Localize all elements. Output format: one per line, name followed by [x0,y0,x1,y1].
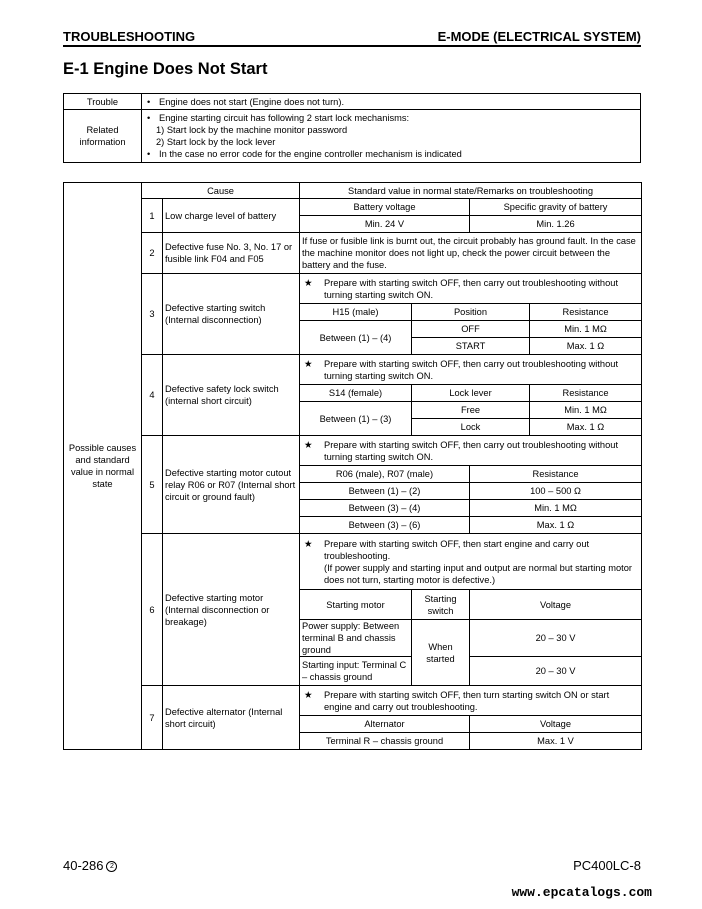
page-title: E-1 Engine Does Not Start [63,60,268,78]
value-cell: Lock [412,419,530,436]
column-header: Alternator [300,716,470,733]
cause-text: Low charge level of battery [163,199,300,233]
column-header: Voltage [470,716,642,733]
value-cell: Min. 1.26 [470,216,642,233]
column-header: Position [412,304,530,321]
cause-number: 6 [142,534,163,686]
cause-header: Cause [142,183,300,199]
value-cell: Min. 24 V [300,216,470,233]
page-number: 40-286 2 [63,858,117,873]
cause-text: Defective alternator (Internal short circuit) [163,686,300,750]
revision-icon: 2 [106,861,117,872]
column-header: Battery voltage [300,199,470,216]
trouble-label: Trouble [64,94,142,110]
column-header: Starting motor [300,590,412,620]
between-cell: Between (1) – (4) [300,321,412,355]
star-icon: ★ [304,538,313,549]
value-cell: 20 – 30 V [470,620,642,657]
between-cell: Between (3) – (4) [300,500,470,517]
value-cell: OFF [412,321,530,338]
star-icon: ★ [304,439,313,450]
cause-number: 2 [142,233,163,274]
value-cell: When started [412,620,470,686]
column-header: H15 (male) [300,304,412,321]
cause-number: 5 [142,436,163,534]
cause-text: Defective safety lock switch (internal short circuit) [163,355,300,436]
value-cell: START [412,338,530,355]
between-cell: Between (1) – (3) [300,402,412,436]
watermark: www.epcatalogs.com [511,885,652,900]
column-header: S14 (female) [300,385,412,402]
column-header: Lock lever [412,385,530,402]
cause-number: 3 [142,274,163,355]
value-cell: Free [412,402,530,419]
cause-number: 7 [142,686,163,750]
between-cell: Between (1) – (2) [300,483,470,500]
value-cell: 100 – 500 Ω [470,483,642,500]
column-header: Resistance [530,385,642,402]
cause-number: 1 [142,199,163,233]
row-label: Terminal R – chassis ground [300,733,470,750]
related-line: 1) Start lock by the machine monitor password [156,125,348,135]
star-icon: ★ [304,358,313,369]
cause-text: Defective starting switch (Internal disconnection) [163,274,300,355]
column-header: R06 (male), R07 (male) [300,466,470,483]
column-header: Resistance [530,304,642,321]
trouble-cell: • Engine does not start (Engine does not turn). [142,94,641,110]
cause-text: Defective starting motor cutout relay R06 or R07 (Internal short circuit or ground fault) [163,436,300,534]
column-header: Resistance [470,466,642,483]
note-cell: ★ Prepare with starting switch OFF, then carry out troubleshooting without turning starting switch ON. [300,436,642,466]
related-line: In the case no error code for the engine controller mechanism is indicated [159,149,462,159]
std-header: Standard value in normal state/Remarks on troubleshooting [300,183,642,199]
note-cell: ★ Prepare with starting switch OFF, then start engine and carry out troubleshooting. (If power supply and starting input and output are normal but starting motor does not turn, starting motor is defective.) [300,534,642,590]
value-cell: Max. 1 Ω [530,338,642,355]
column-header: Voltage [470,590,642,620]
trouble-text: Engine does not start (Engine does not turn). [159,96,345,107]
related-label: Related information [64,110,142,163]
value-cell: Min. 1 MΩ [530,402,642,419]
value-cell: Min. 1 MΩ [530,321,642,338]
cause-number: 4 [142,355,163,436]
column-header: Specific gravity of battery [470,199,642,216]
value-cell: Max. 1 Ω [470,517,642,534]
mode-title: E-MODE (ELECTRICAL SYSTEM) [437,29,641,44]
info-table [63,93,641,163]
note-cell: ★ Prepare with starting switch OFF, then carry out troubleshooting without turning starting switch ON. [300,355,642,385]
value-cell: Max. 1 Ω [530,419,642,436]
side-label: Possible causes and standard value in normal state [64,183,142,750]
star-icon: ★ [304,277,313,288]
value-cell: Max. 1 V [470,733,642,750]
model-name: PC400LC-8 [573,858,641,873]
cause-text: Defective fuse No. 3, No. 17 or fusible link F04 and F05 [163,233,300,274]
between-cell: Between (3) – (6) [300,517,470,534]
related-line: Engine starting circuit has following 2 start lock mechanisms: [159,113,410,123]
causes-table [63,182,642,750]
column-header: Starting switch [412,590,470,620]
note-cell: ★ Prepare with starting switch OFF, then carry out troubleshooting without turning starting switch ON. [300,274,642,304]
note-cell: ★ Prepare with starting switch OFF, then turn starting switch ON or start engine and carry out troubleshooting. [300,686,642,716]
row-label: Power supply: Between terminal B and chassis ground [300,620,412,657]
remark-cell: If fuse or fusible link is burnt out, the circuit probably has ground fault. In the case the machine monitor does not light up, check the power circuit between the battery and the fuse. [300,233,642,274]
page-header [63,29,641,47]
star-icon: ★ [304,689,313,700]
section-title: TROUBLESHOOTING [63,29,196,44]
related-cell: • Engine starting circuit has following 2 start lock mechanisms: 1) Start lock by the machine monitor password 2) Start lock by the lock lever • In the case no error code for the engine controller mechanism is indicated [142,110,641,163]
related-line: 2) Start lock by the lock lever [156,137,276,147]
value-cell: Min. 1 MΩ [470,500,642,517]
row-label: Starting input: Terminal C – chassis ground [300,657,412,686]
value-cell: 20 – 30 V [470,657,642,686]
cause-text: Defective starting motor (Internal disconnection or breakage) [163,534,300,686]
